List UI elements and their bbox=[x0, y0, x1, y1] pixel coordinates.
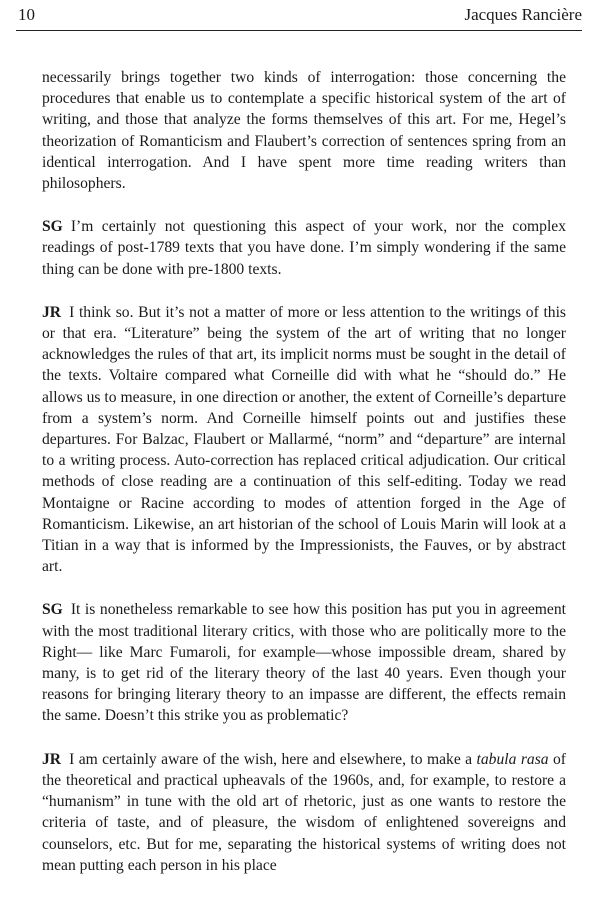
paragraph-text: necessarily brings together two kinds of interrogation: those concerning the procedures that enable us to contemplate a specific historical system of the art of writing, and those that analyze the forms themselves of this art. For me, Hegel’s theorization of Romanticism and Flaubert’s correction of sentences spring from an identical interrogation. And I have spent more time reading writers than philosophers. bbox=[42, 69, 566, 193]
paragraph-continuation bbox=[42, 67, 566, 194]
page-number: 10 bbox=[18, 5, 35, 24]
paragraph-jr-answer bbox=[42, 749, 566, 876]
paragraph-text: It is nonetheless remarkable to see how this position has put you in agreement with the most traditional literary critics, with those who are politically more to the Right— like Marc Fumaroli, for example—whose impossible dream, shared by many, is to get rid of the literary theory of the last 40 years. Even though your reasons for bringing literary theory to an impasse are different, the effects remain the same. Doesn’t this strike you as problematic? bbox=[42, 601, 566, 725]
speaker-label: SG bbox=[42, 601, 63, 619]
page-header bbox=[16, 0, 582, 31]
italic-term: tabula rasa bbox=[476, 750, 549, 768]
paragraph-text-before-italic: I am certainly aware of the wish, here and elsewhere, to make a bbox=[69, 750, 477, 768]
paragraph-text: I’m certainly not questioning this aspect of your work, nor the complex readings of post-1789 texts that you have done. I’m simply wondering if the same thing can be done with pre-1800 texts. bbox=[42, 218, 566, 278]
paragraph-sg-question bbox=[42, 216, 566, 280]
speaker-label: SG bbox=[42, 218, 63, 236]
running-head-author: Jacques Rancière bbox=[464, 5, 582, 24]
speaker-label: JR bbox=[42, 750, 62, 768]
speaker-label: JR bbox=[42, 303, 62, 321]
paragraph-jr-answer bbox=[42, 302, 566, 578]
paragraph-text: I think so. But it’s not a matter of more or less attention to the writings of this or that era. “Literature” being the system of the art of writing that no longer acknowledges the rules of that art, its implicit norms must be sought in the detail of the texts. Voltaire compared what Corneille did with what he “should do.” He allows us to measure, in one direction or another, the extent of Corneille’s departure from a system’s norm. And Corneille himself points out and justifies these departures. For Balzac, Flaubert or Mallarmé, “norm” and “departure” are internal to a writing process. Auto-correction has replaced critical adjudication. Our critical methods of close reading are a continuation of this self-editing. Today we read Montaigne or Racine according to modes of attention forged in the Age of Romanticism. Likewise, an art historian of the school of Louis Marin will look at a Titian in a way that is informed by the Impressionists, the Fauves, or by abstract art. bbox=[42, 303, 566, 576]
body-text bbox=[42, 67, 566, 898]
paragraph-text-after-italic: of the theoretical and practical upheavals of the 1960s, and, for example, to restore a “humanism” in tune with the old art of rhetoric, just as one wants to restore the criteria of taste, and of pleasure, the wisdom of enlightened sovereigns and counselors, etc. But for me, separating the historical systems of writing does not mean putting each person in his place bbox=[42, 750, 567, 874]
paragraph-sg-question bbox=[42, 599, 566, 726]
